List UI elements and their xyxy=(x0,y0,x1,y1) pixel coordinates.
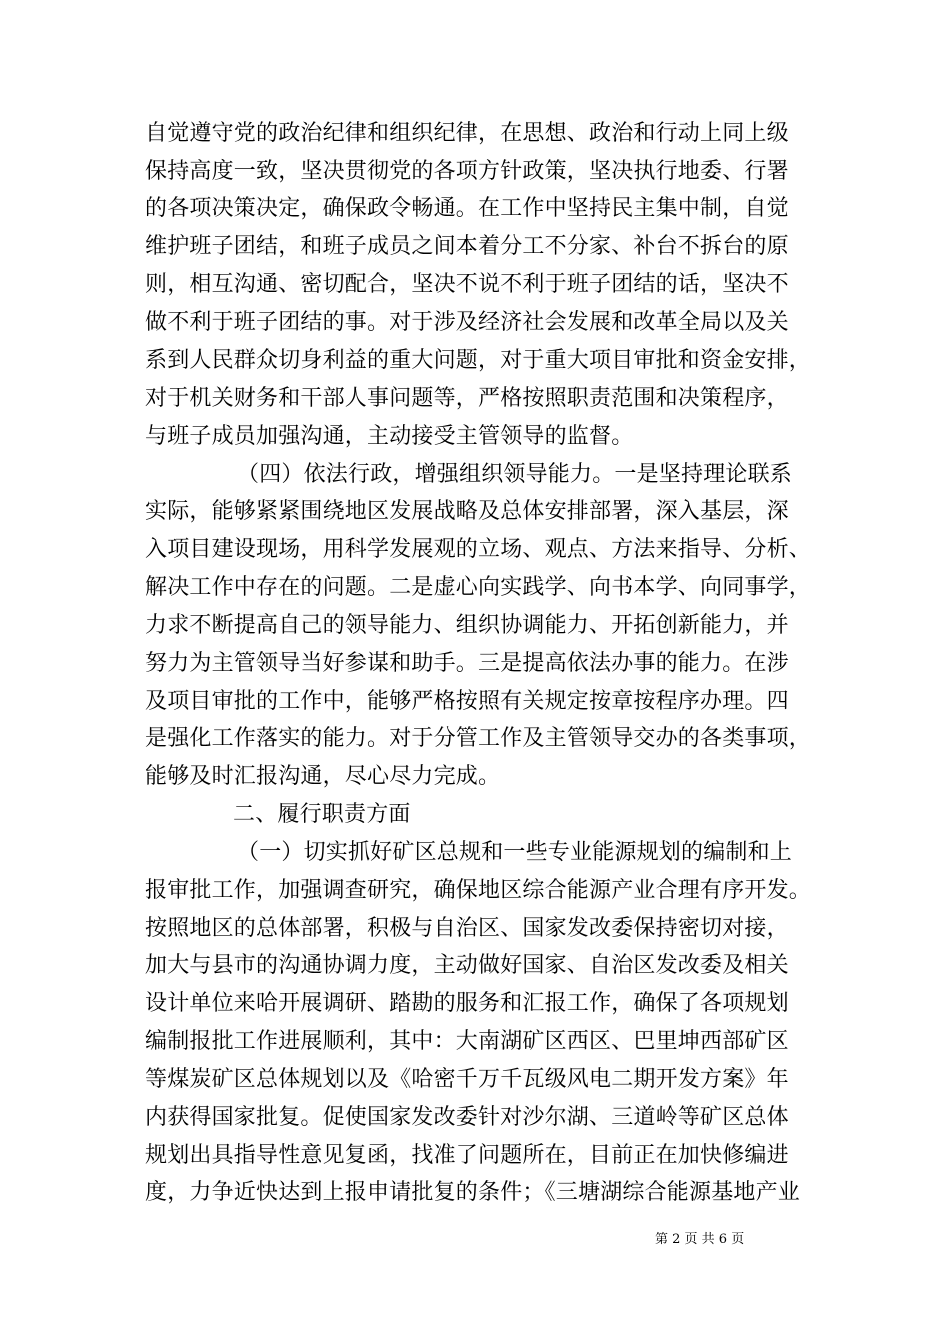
text-line: 系到人民群众切身利益的重大问题，对于重大项目审批和资金安排， xyxy=(145,348,812,373)
text-line: 加大与县市的沟通协调力度，主动做好国家、自治区发改委及相关 xyxy=(145,953,789,978)
text-line: 自觉遵守党的政治纪律和组织纪律，在思想、政治和行动上同上级 xyxy=(145,121,789,146)
page-number-footer: 第 2 页 共 6 页 xyxy=(655,1232,745,1247)
text-line: 度，力争近快达到上报申请批复的条件；《三塘湖综合能源基地产业 xyxy=(145,1180,801,1205)
text-line: 报审批工作，加强调查研究，确保地区综合能源产业合理有序开发。 xyxy=(145,878,812,903)
text-line: 则，相互沟通、密切配合，坚决不说不利于班子团结的话，坚决不 xyxy=(145,272,789,297)
text-line: 及项目审批的工作中，能够严格按照有关规定按章按程序办理。四 xyxy=(145,689,789,714)
text-line: 的各项决策决定，确保政令畅通。在工作中坚持民主集中制，自觉 xyxy=(145,196,789,221)
text-line: 维护班子团结，和班子成员之间本着分工不分家、补台不拆台的原 xyxy=(145,234,789,259)
section-heading-four: （四）依法行政，增强组织领导能力。一是坚持理论联系 xyxy=(237,462,793,487)
subsection-heading-one: （一）切实抓好矿区总规和一些专业能源规划的编制和上 xyxy=(237,840,793,865)
text-line: 等煤炭矿区总体规划以及《哈密千万千瓦级风电二期开发方案》年 xyxy=(145,1067,789,1092)
text-line: 按照地区的总体部署，积极与自治区、国家发改委保持密切对接， xyxy=(145,916,789,941)
text-line: 实际，能够紧紧围绕地区发展战略及总体安排部署，深入基层，深 xyxy=(145,499,789,524)
section-heading-two: 二、履行职责方面 xyxy=(233,802,411,827)
text-line: 保持高度一致，坚决贯彻党的各项方针政策，坚决执行地委、行署 xyxy=(145,159,789,184)
text-line: 解决工作中存在的问题。二是虚心向实践学、向书本学、向同事学， xyxy=(145,575,812,600)
text-line: 设计单位来哈开展调研、踏勘的服务和汇报工作，确保了各项规划 xyxy=(145,991,789,1016)
text-line: 是强化工作落实的能力。对于分管工作及主管领导交办的各类事项， xyxy=(145,726,812,751)
text-line: 力求不断提高自己的领导能力、组织协调能力、开拓创新能力，并 xyxy=(145,613,789,638)
text-line: 对于机关财务和干部人事问题等，严格按照职责范围和决策程序， xyxy=(145,386,789,411)
text-line: 编制报批工作进展顺利，其中：大南湖矿区西区、巴里坤西部矿区 xyxy=(145,1029,789,1054)
text-line: 努力为主管领导当好参谋和助手。三是提高依法办事的能力。在涉 xyxy=(145,651,789,676)
text-line: 规划出具指导性意见复函，找准了问题所在，目前正在加快修编进 xyxy=(145,1143,789,1168)
text-line: 与班子成员加强沟通，主动接受主管领导的监督。 xyxy=(145,424,634,449)
text-line: 能够及时汇报沟通，尽心尽力完成。 xyxy=(145,764,501,789)
text-line: 入项目建设现场，用科学发展观的立场、观点、方法来指导、分析、 xyxy=(145,537,812,562)
text-line: 做不利于班子团结的事。对于涉及经济社会发展和改革全局以及关 xyxy=(145,310,789,335)
text-line: 内获得国家批复。促使国家发改委针对沙尔湖、三道岭等矿区总体 xyxy=(145,1105,789,1130)
